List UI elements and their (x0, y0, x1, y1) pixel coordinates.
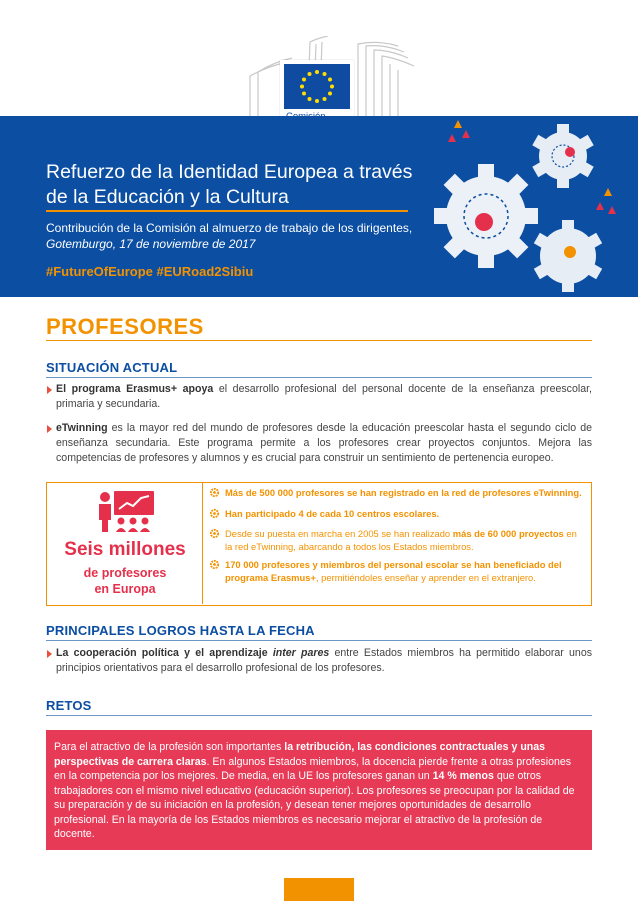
stats-list (209, 487, 585, 590)
retos-t1: Para el atractivo de la profesión son importantes (54, 741, 285, 753)
gear-bullet-icon (209, 528, 220, 539)
retos-t2: . En algunos Estados miembros, la docencia pierde frente a otras profesiones en la competencia por los mejores. De media, en la UE los profesores ganan un (54, 755, 572, 782)
retos-heading: RETOS (46, 698, 92, 713)
retos-text (54, 740, 584, 842)
logros-rule (46, 640, 592, 641)
erasmus-text: el desarrollo profesional del personal docente de la enseñanza preescolar, primaria y secundaria. (56, 383, 592, 410)
banner (0, 116, 638, 297)
gears-illustration-icon (418, 116, 638, 297)
teacher-presentation-icon (97, 489, 157, 533)
logros-bold-italic: inter pares (272, 647, 330, 659)
header-logo-area (0, 0, 638, 116)
stat-3-post: en la red eTwinning, abarcando a todos los Estados miembros. (225, 528, 577, 552)
retos-box (46, 730, 592, 850)
footer-tab (284, 878, 354, 901)
etwinning-text: es la mayor red del mundo de profesores desde la educación preescolar hasta el segundo ciclo de enseñanza secundaria. Este programa permite a los profesores crear proyectos conjuntos. Mejora las competencias de profesores y alumnos y es crucial para construir un sentimiento de pertenencia europeo. (56, 422, 592, 464)
bullet-arrow-icon (47, 386, 52, 394)
banner-title: Refuerzo de la Identidad Europea a través de la Educación y la Cultura (46, 161, 413, 208)
stat-3-bold: más de 60 000 proyectos (452, 528, 564, 539)
retos-rule (46, 715, 592, 716)
logros-heading: PRINCIPALES LOGROS HASTA LA FECHA (46, 623, 315, 638)
banner-date: Gotemburgo, 17 de noviembre de 2017 (46, 237, 256, 251)
gear-bullet-icon (209, 508, 220, 519)
bullet-arrow-icon (47, 425, 52, 433)
situacion-rule (46, 377, 592, 378)
stats-caption-line-2: en Europa (94, 582, 156, 596)
section-title: PROFESORES (46, 314, 204, 339)
gear-bullet-icon (209, 559, 220, 570)
logros-paragraph (56, 646, 592, 676)
section-title-rule (46, 340, 592, 341)
stats-big-number: Seis millones (64, 539, 186, 560)
erasmus-bold: El programa Erasmus+ apoya (56, 383, 214, 395)
etwinning-bold: eTwinning (56, 422, 108, 434)
retos-b1: la retribución, las condiciones contractuales y unas perspectivas de carrera claras (54, 741, 546, 768)
bullet-arrow-icon (47, 650, 52, 658)
stats-highlight (47, 483, 203, 604)
stat-item (209, 559, 585, 584)
logros-bold: La cooperación política y el aprendizaje (56, 647, 273, 659)
situacion-heading: SITUACIÓN ACTUAL (46, 360, 178, 375)
stat-4-post: , permitiéndoles enseñar y aprender en el extranjero. (315, 571, 536, 583)
stat-item (209, 508, 585, 521)
banner-divider (46, 210, 408, 212)
stats-caption-line-1: de profesores (83, 566, 167, 580)
stat-1-text: Más de 500 000 profesores se han registrado en la red de profesores eTwinning. (225, 487, 582, 498)
stat-item (209, 487, 585, 500)
logros-text: entre Estados miembros ha permitido elaborar unos principios orientativos para el desarrollo profesional de los profesores. (56, 647, 593, 674)
retos-b2: 14 % menos (432, 770, 494, 782)
banner-subtitle-text: Contribución de la Comisión al almuerzo de trabajo de los dirigentes, (46, 221, 413, 235)
eu-flag-icon (284, 64, 350, 109)
stat-4-bold: 170 000 profesores y miembros del personal escolar se han beneficiado del programa Erasmus+ (225, 559, 562, 583)
stat-3-pre: Desde su puesta en marcha en 2005 se han realizado (225, 528, 453, 539)
stats-caption (47, 565, 203, 597)
situacion-paragraph-2 (56, 421, 592, 466)
stat-item (209, 528, 585, 553)
situacion-paragraph-1 (56, 382, 592, 412)
banner-subtitle (46, 220, 426, 252)
stats-box (46, 482, 592, 606)
stat-2-text: Han participado 4 de cada 10 centros escolares. (225, 507, 440, 519)
retos-t3: que otros trabajadores con el mismo nivel educativo (educación superior). Los profesores se preocupan por la calidad de su preparación y de su iniciación en la profesión, y desean tener mejores oportunidades de desarrollo profesional. En la mayoría de los Estados miembros es necesario mejorar el atractivo de la profesión de docente. (54, 770, 575, 840)
gear-bullet-icon (209, 487, 220, 498)
banner-hashtags: #FutureOfEurope #EURoad2Sibiu (46, 264, 254, 279)
